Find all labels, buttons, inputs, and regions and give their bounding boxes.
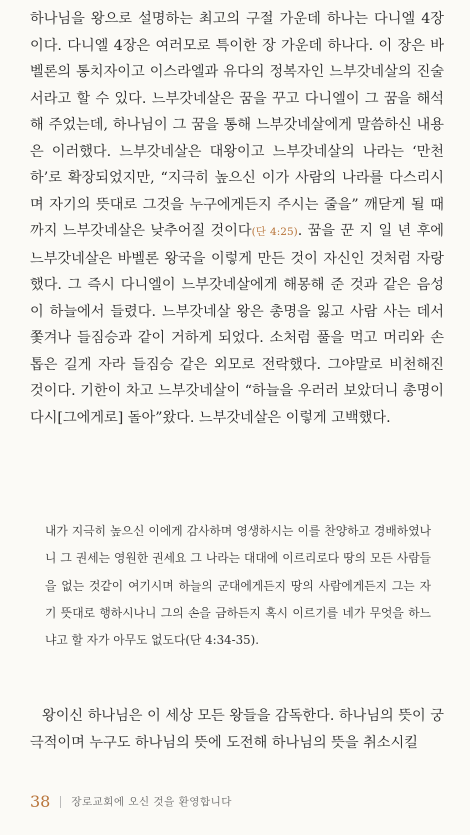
- page-footer: [30, 792, 232, 811]
- running-title: 장로교회에 오신 것을 환영합니다: [71, 796, 232, 808]
- body-paragraph-1: [30, 6, 444, 431]
- paragraph-text: . 꿈을 꾼 지 일 년 후에 느부갓네살은 바벨론 왕국을 이렇게 만든 것이 자신인 것처럼 자랑했다. 그 즉시 다니엘이 느부갓네살에게 해몽해 준 것과 같은 음성이 하늘에서 들렸다. 느부갓네살 왕은 총명을 잃고 사람 사는 데서 쫓겨나 들짐승과 같이 거하게 되었다. 소처럼 풀을 먹고 머리와 손톱은 길게 자라 들짐승 같은 외모로 전락했다. 그야말로 비천해진 것이다. 기한이 차고 느부갓네살이 “하늘을 우러러 보았더니 총명이 다시[그에게로] 돌아”왔다. 느부갓네살은 이렇게 고백했다.: [30, 223, 444, 426]
- body-paragraph-2: 왕이신 하나님은 이 세상 모든 왕들을 감독한다. 하나님의 뜻이 궁극적이며 누구도 하나님의 뜻에 도전해 하나님의 뜻을 취소시킬: [30, 708, 444, 751]
- scripture-reference: (단 4:25): [251, 226, 298, 238]
- page-number: 38: [30, 792, 51, 811]
- block-quote: 내가 지극히 높으신 이에게 감사하며 영생하시는 이를 찬양하고 경배하였나니 그 권세는 영원한 권세요 그 나라는 대대에 이르리로다 땅의 모든 사람들을 없는 것같이 여기시며 하늘의 군대에게든지 땅의 사람에게든지 그는 자기 뜻대로 행하시나니 그의 손을 금하든지 혹시 이르기를 네가 무엇을 하느냐고 할 자가 아무도 없도다(단 4:34-35).: [45, 524, 431, 648]
- footer-divider: [60, 796, 61, 808]
- paragraph-text: 하나님을 왕으로 설명하는 최고의 구절 가운데 하나는 다니엘 4장이다. 다니엘 4장은 여러모로 특이한 장 가운데 하나다. 이 장은 바벨론의 통치자이고 이스라엘과 유다의 정복자인 느부갓네살의 진술서라고 할 수 있다. 느부갓네살은 꿈을 꾸고 다니엘이 그 꿈을 해석해 주었는데, 하나님이 그 꿈을 통해 느부갓네살에게 말씀하신 내용은 이러했다. 느부갓네살은 대왕이고 느부갓네살의 나라는 ‘만천하’로 확장되었지만, “지극히 높으신 이가 사람의 나라를 다스리시며 자기의 뜻대로 그것을 누구에게든지 주시는 줄을” 깨닫게 될 때까지 느부갓네살은 낮추어질 것이다: [30, 11, 444, 239]
